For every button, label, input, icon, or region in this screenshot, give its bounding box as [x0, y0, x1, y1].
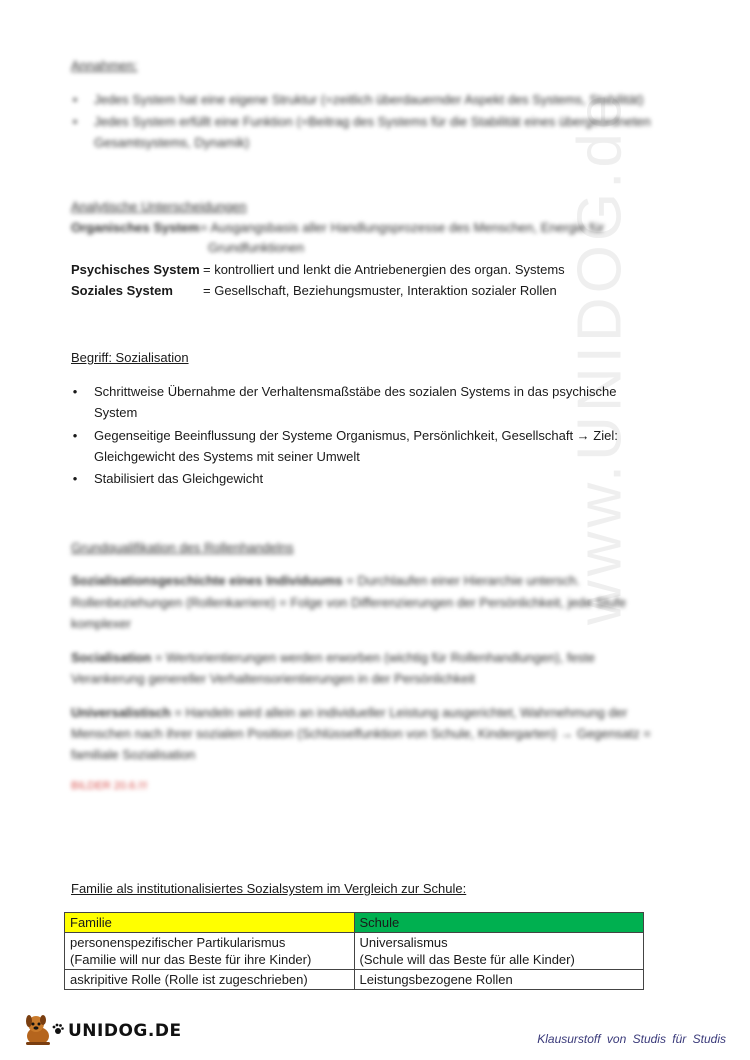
paragraph-line — [71, 650, 595, 665]
paragraph-term: Socialisation — [71, 650, 152, 665]
bullet-text: Stabilisiert das Gleichgewicht — [94, 471, 264, 486]
def-psychisches: = kontrolliert und lenkt die Antriebenergien des organ. Systems — [203, 262, 565, 277]
def-organisches-cont: Grundfunktionen — [208, 240, 305, 255]
table-header-familie: Familie — [65, 913, 355, 933]
bullet-text: Jedes System erfüllt eine Funktion (=Beitrag des Systems für die Stabilität eines übergeordneten — [94, 114, 651, 129]
section-heading: Annahmen: — [71, 58, 138, 73]
term-psychisches: Psychisches System — [71, 262, 200, 277]
bullet-dot: • — [72, 428, 78, 443]
paw-icon — [52, 1023, 64, 1038]
bullet-text-cont: Gesamtsystems, Dynamik) — [94, 135, 250, 150]
paragraph-line: Rollenbeziehungen (Rollenkarriere) = Folge von Differenzierungen der Persönlichkeit, jede Stufe — [71, 595, 627, 610]
dog-icon — [22, 1012, 54, 1049]
table-cell — [354, 933, 644, 970]
term-soziales: Soziales System — [71, 283, 173, 298]
paragraph-term: Universalistisch — [71, 705, 171, 720]
comparison-table — [64, 912, 644, 990]
term-organisches: Organisches System — [71, 220, 200, 235]
bullet-text: Gegenseitige Beeinflussung der Systeme Organismus, Persönlichkeit, Gesellschaft → Ziel: — [94, 428, 618, 443]
def-soziales: = Gesellschaft, Beziehungsmuster, Interaktion sozialer Rollen — [203, 283, 557, 298]
paragraph-line: Verankerung genereller Verhaltensorientierungen in der Persönlichkeit — [71, 671, 475, 686]
footer-tagline: Klausurstoff von Studis für Studis — [537, 1032, 726, 1046]
table-cell: Leistungsbezogene Rollen — [354, 970, 644, 990]
paragraph-term: Sozialisationsgeschichte eines Individuums — [71, 573, 343, 588]
bullet-text: Schrittweise Übernahme der Verhaltensmaßstäbe des sozialen Systems in das psychische — [94, 384, 617, 399]
bullet-text-cont: System — [94, 405, 138, 420]
paragraph-line — [71, 573, 580, 588]
bullet-text-cont: Gleichgewicht des Systems mit seiner Umwelt — [94, 449, 360, 464]
bullet-dot: • — [72, 471, 78, 486]
red-note: BILDER 20.6.!!! — [71, 780, 148, 792]
logo-text: UNIDOG.DE — [68, 1020, 182, 1041]
section-heading: Familie als institutionalisiertes Sozialsystem im Vergleich zur Schule: — [71, 881, 467, 896]
paragraph-text: = Handeln wird allein an individueller Leistung ausgerichtet, Wahrnehmung der — [170, 705, 628, 720]
paragraph-line: komplexer — [71, 616, 131, 631]
bullet-text: Jedes System hat eine eigene Struktur (=zeitlich überdauernder Aspekt des Systems, Stabilität) — [94, 92, 644, 107]
table-header-schule: Schule — [354, 913, 644, 933]
bullet-dot: • — [72, 384, 78, 399]
table-row — [65, 933, 644, 970]
cell-line: (Schule will das Beste für alle Kinder) — [359, 952, 575, 967]
table-cell: askripitive Rolle (Rolle ist zugeschrieben) — [65, 970, 355, 990]
section-heading: Begriff: Sozialisation — [71, 350, 189, 365]
paragraph-text: = Wertorientierungen werden erworben (wichtig für Rollenhandlungen), feste — [151, 650, 596, 665]
paragraph-line: familiale Sozialisation — [71, 747, 196, 762]
paragraph-line: Menschen nach ihrer sozialen Position (Schlüsselfunktion von Schule, Kindergarten) → Gegensatz = — [71, 726, 651, 741]
cell-line: Universalismus — [359, 935, 448, 950]
unidog-logo[interactable] — [22, 1012, 182, 1049]
table-cell — [65, 933, 355, 970]
section-heading: Grundqualifikation des Rollenhandelns — [71, 540, 294, 555]
cell-line: (Familie will nur das Beste für ihre Kinder) — [70, 952, 312, 967]
paragraph-text: = Durchlaufen einer Hierarchie untersch. — [342, 573, 581, 588]
def-organisches: = Ausgangsbasis aller Handlungsprozesse des Menschen, Energie für — [200, 220, 605, 235]
watermark: www.UNIDOG.de — [565, 90, 635, 625]
bullet-dot: • — [72, 114, 78, 129]
paragraph-line — [71, 705, 627, 720]
bullet-dot: • — [72, 92, 78, 107]
table-row — [65, 970, 644, 990]
section-heading: Analytische Unterscheidungen — [71, 199, 247, 214]
table-header-row — [65, 913, 644, 933]
cell-line: personenspezifischer Partikularismus — [70, 935, 286, 950]
